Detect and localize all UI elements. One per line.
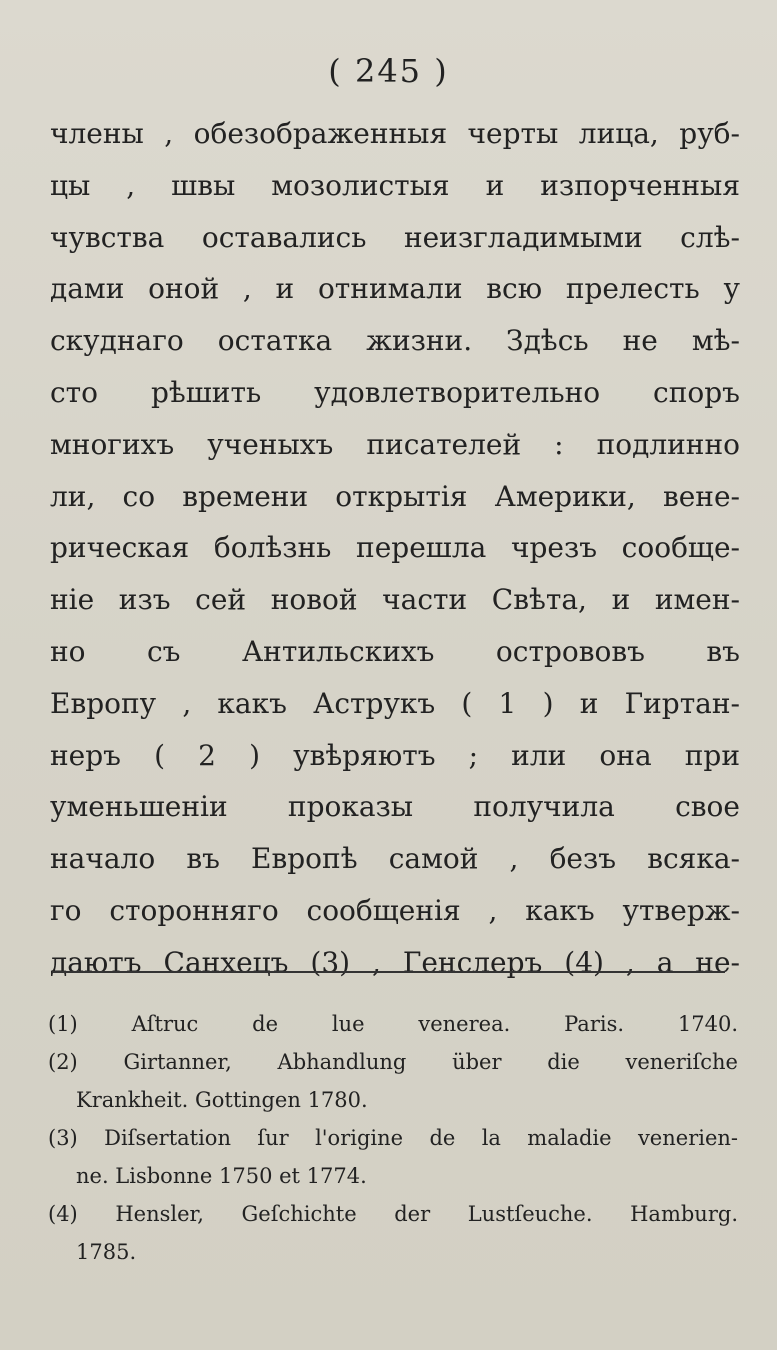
footnote-3-continued: ne. Lisbonne 1750 et 1774. [76, 1164, 367, 1188]
text-line: уменьшеніи проказы получила свое [50, 790, 740, 824]
text-line: ніе изъ сей новой части Свѣта, и имен- [50, 583, 740, 617]
text-line: сто рѣшить удовлетворительно споръ [50, 375, 740, 409]
footnote-2: (2) Girtanner, Abhandlung über die veneriſche [48, 1050, 738, 1074]
text-line: скуднаго остатка жизни. Здѣсь не мѣ- [50, 324, 740, 358]
text-line: многихъ ученыхъ писателей : подлинно [50, 427, 740, 461]
footnote-2-continued: Krankheit. Gottingen 1780. [76, 1088, 368, 1112]
text-line: даютъ Санхецъ (3) , Генслеръ (4) , а не- [50, 945, 740, 979]
text-line: го сторонняго сообщенія , какъ утверж- [50, 893, 740, 927]
text-line: неръ ( 2 ) увѣряютъ ; или она при [50, 738, 740, 772]
text-line: цы , швы мозолистыя и изпорченныя [50, 168, 740, 202]
text-line: дами оной , и отнимали всю прелесть у [50, 272, 740, 306]
footnote-1: (1) Aſtruc de lue venerea. Paris. 1740. [48, 1012, 738, 1036]
footnotes [48, 1005, 738, 1271]
text-line: но съ Антильскихъ острововъ въ [50, 634, 740, 668]
text-line: ли, со времени открытія Америки, вене- [50, 479, 740, 513]
footnote-3: (3) Diſsertation ſur l'origine de la maladie venerien- [48, 1126, 738, 1150]
footnote-4-continued: 1785. [76, 1240, 137, 1264]
footnote-4: (4) Hensler, Geſchichte der Lustſeuche. Hamburg. [48, 1202, 738, 1226]
text-line: начало въ Европѣ самой , безъ всяка- [50, 842, 740, 876]
footnote-divider [52, 971, 725, 973]
text-line: чувства оставались неизгладимыми слѣ- [50, 220, 740, 254]
text-line: члены , обезображенныя черты лица, руб- [50, 117, 740, 150]
main-text [50, 108, 740, 989]
text-line: рическая болѣзнь перешла чрезъ сообще- [50, 531, 740, 565]
page-number: ( 245 ) [328, 52, 449, 90]
text-line: Европу , какъ Аструкъ ( 1 ) и Гиртан- [50, 686, 740, 720]
